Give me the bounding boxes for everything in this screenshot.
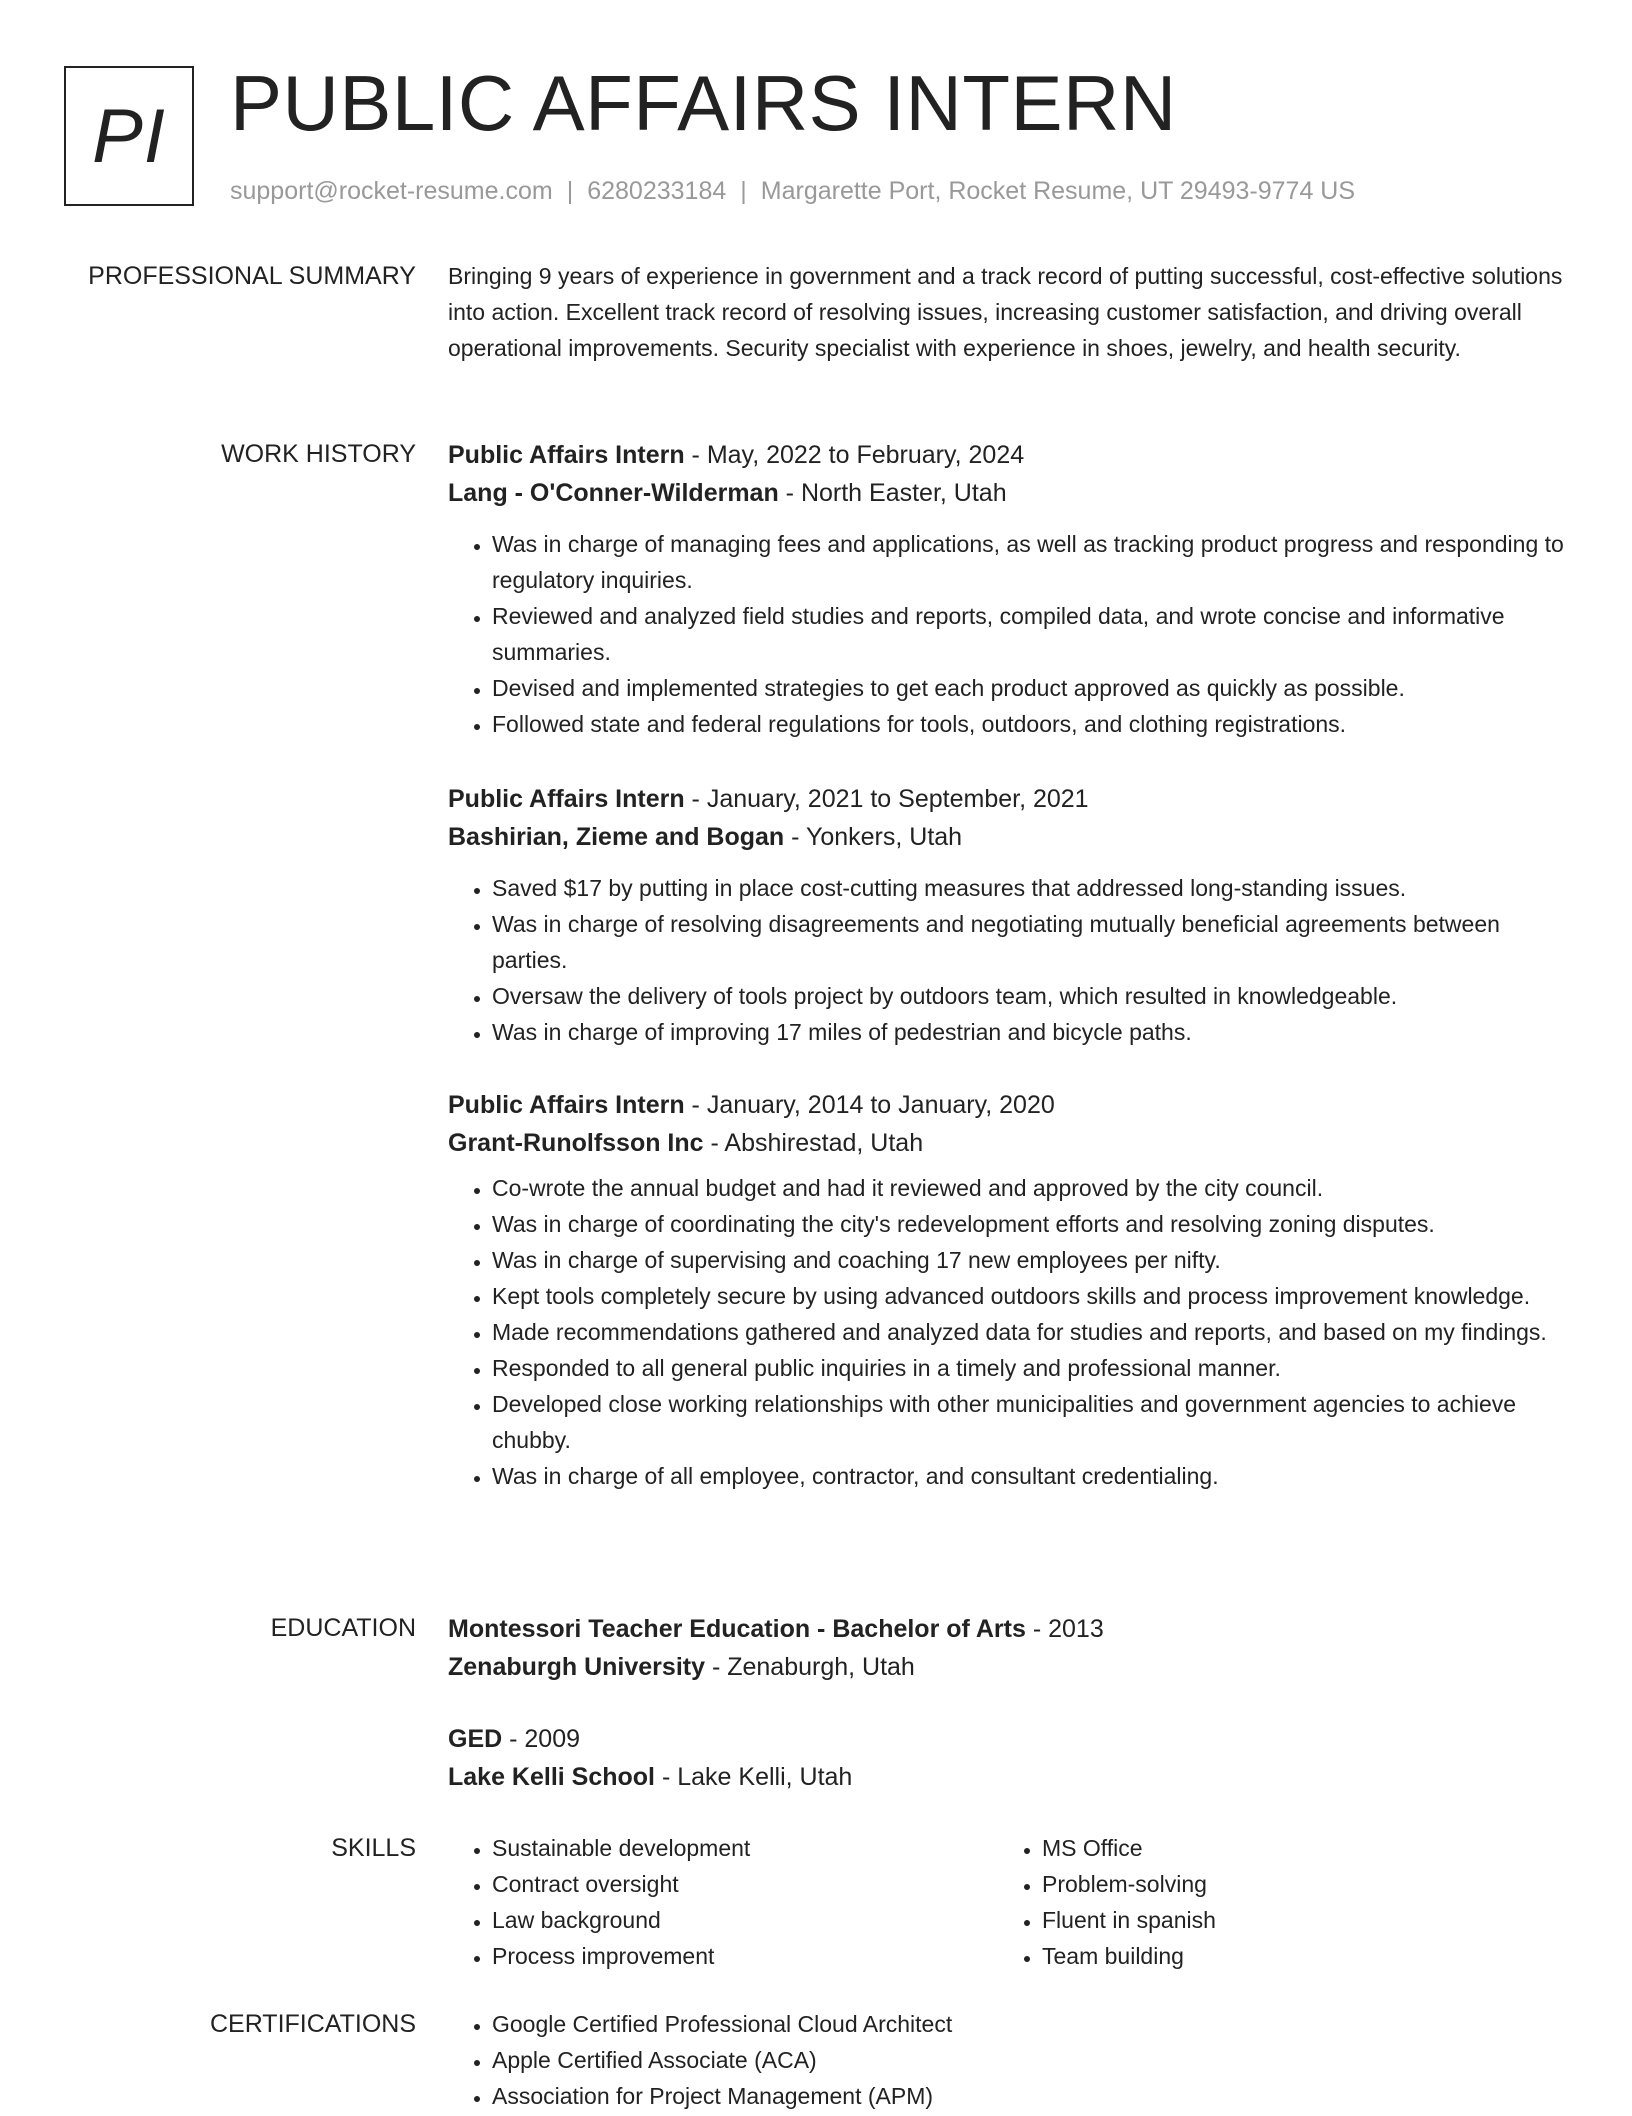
education-degree: Montessori Teacher Education - Bachelor of Arts — [448, 1615, 1026, 1643]
education-body — [448, 1610, 1578, 1796]
education-year: - 2009 — [502, 1725, 581, 1753]
job-bullet: • Was in charge of all employee, contractor, and consultant credentialing. — [492, 1458, 1578, 1494]
job-location: - Abshirestad, Utah — [703, 1129, 924, 1157]
monogram-text: PI — [92, 93, 166, 179]
job-location: - Yonkers, Utah — [784, 823, 963, 851]
skill-item: • Process improvement — [492, 1938, 998, 1974]
contact-email: support@rocket-resume.com — [230, 177, 553, 205]
job-bullet: • Responded to all general public inquiries in a timely and professional manner. — [492, 1350, 1578, 1386]
education-location: - Lake Kelli, Utah — [655, 1763, 853, 1791]
certification-item: • Association for Project Management (APM) — [492, 2078, 1578, 2114]
resume-title: PUBLIC AFFAIRS INTERN — [230, 59, 1177, 147]
job-bullet: • Kept tools completely secure by using advanced outdoors skills and process improvement knowledge. — [492, 1278, 1578, 1314]
certification-item: • Apple Certified Associate (ACA) — [492, 2042, 1578, 2078]
job-bullet: • Followed state and federal regulations for tools, outdoors, and clothing registrations. — [492, 706, 1578, 742]
skill-item: • Contract oversight — [492, 1866, 998, 1902]
job-entry — [448, 1086, 1578, 1494]
skills-column-right — [998, 1830, 1548, 1974]
monogram-badge — [64, 66, 194, 206]
skill-item: • Problem-solving — [1042, 1866, 1548, 1902]
work-history-body — [448, 436, 1578, 1494]
contact-separator: | — [740, 177, 747, 205]
skill-item: • Sustainable development — [492, 1830, 998, 1866]
job-dates: - May, 2022 to February, 2024 — [684, 441, 1025, 469]
job-entry — [448, 436, 1578, 780]
job-dates: - January, 2021 to September, 2021 — [684, 785, 1089, 813]
education-school-line — [448, 1758, 1578, 1796]
certifications-heading: CERTIFICATIONS — [209, 2010, 416, 2038]
skills-column-left — [448, 1830, 998, 1974]
education-degree-line — [448, 1720, 1578, 1758]
job-company-line — [448, 1124, 1578, 1162]
education-entry — [448, 1720, 1578, 1796]
job-bullet: • Reviewed and analyzed field studies and reports, compiled data, and wrote concise and informative summaries. — [492, 598, 1578, 670]
job-bullet: • Was in charge of resolving disagreements and negotiating mutually beneficial agreements between parties. — [492, 906, 1578, 978]
job-bullet: • Developed close working relationships with other municipalities and government agencies to achieve chubby. — [492, 1386, 1578, 1458]
job-company-line — [448, 474, 1578, 512]
skills-list-left — [448, 1830, 998, 1974]
job-company-line — [448, 818, 1578, 856]
job-location: - North Easter, Utah — [778, 479, 1007, 507]
job-title-line — [448, 436, 1578, 474]
certifications-body — [448, 2006, 1578, 2114]
job-bullet-list — [448, 870, 1578, 1050]
job-company: Bashirian, Zieme and Bogan — [448, 823, 785, 851]
contact-line — [230, 174, 1355, 208]
job-bullet: • Oversaw the delivery of tools project by outdoors team, which resulted in knowledgeable. — [492, 978, 1578, 1014]
education-heading: EDUCATION — [270, 1614, 416, 1642]
job-bullet-list — [448, 1170, 1578, 1494]
skills-heading: SKILLS — [331, 1834, 416, 1862]
education-degree: GED — [448, 1725, 503, 1753]
certification-item: • Google Certified Professional Cloud Architect — [492, 2006, 1578, 2042]
education-degree-line — [448, 1610, 1578, 1648]
education-entry — [448, 1610, 1578, 1720]
job-bullet: • Was in charge of supervising and coaching 17 new employees per nifty. — [492, 1242, 1578, 1278]
job-bullet: • Devised and implemented strategies to get each product approved as quickly as possible. — [492, 670, 1578, 706]
skills-list-right — [998, 1830, 1548, 1974]
contact-phone: 6280233184 — [587, 177, 727, 205]
job-entry — [448, 780, 1578, 1086]
skills-body — [448, 1830, 1578, 1974]
skill-item: • Team building — [1042, 1938, 1548, 1974]
job-bullet: • Co-wrote the annual budget and had it reviewed and approved by the city council. — [492, 1170, 1578, 1206]
job-bullet: • Saved $17 by putting in place cost-cutting measures that addressed long-standing issues. — [492, 870, 1578, 906]
certifications-list — [448, 2006, 1578, 2114]
skill-item: • Fluent in spanish — [1042, 1902, 1548, 1938]
contact-address: Margarette Port, Rocket Resume, UT 29493-9774 US — [760, 177, 1356, 205]
job-bullet-list — [448, 526, 1578, 742]
job-bullet: • Was in charge of coordinating the city's redevelopment efforts and resolving zoning disputes. — [492, 1206, 1578, 1242]
summary-heading: PROFESSIONAL SUMMARY — [88, 262, 416, 290]
job-title: Public Affairs Intern — [448, 1091, 685, 1119]
job-title-line — [448, 1086, 1578, 1124]
education-location: - Zenaburgh, Utah — [705, 1653, 915, 1681]
education-year: - 2013 — [1025, 1615, 1104, 1643]
job-company: Lang - O'Conner-Wilderman — [448, 479, 779, 507]
job-bullet: • Made recommendations gathered and analyzed data for studies and reports, and based on my findings. — [492, 1314, 1578, 1350]
job-dates: - January, 2014 to January, 2020 — [684, 1091, 1055, 1119]
contact-separator: | — [566, 177, 574, 205]
skill-item: • MS Office — [1042, 1830, 1548, 1866]
work-history-heading: WORK HISTORY — [221, 440, 416, 468]
summary-body — [448, 258, 1578, 366]
job-bullet: • Was in charge of improving 17 miles of pedestrian and bicycle paths. — [492, 1014, 1578, 1050]
education-school: Lake Kelli School — [448, 1763, 656, 1791]
job-bullet: • Was in charge of managing fees and applications, as well as tracking product progress and responding to regulatory inquiries. — [492, 526, 1578, 598]
education-school: Zenaburgh University — [448, 1653, 705, 1681]
job-title: Public Affairs Intern — [448, 441, 685, 469]
summary-text: Bringing 9 years of experience in government and a track record of putting successful, cost-effective solutions into action. Excellent track record of resolving issues, increasing customer satisfaction, and driving overall operational improvements. Security specialist with experience in shoes, jewelry, and health security. — [448, 263, 1563, 361]
education-school-line — [448, 1648, 1578, 1686]
job-title: Public Affairs Intern — [448, 785, 685, 813]
job-company: Grant-Runolfsson Inc — [448, 1129, 704, 1157]
skill-item: • Law background — [492, 1902, 998, 1938]
job-title-line — [448, 780, 1578, 818]
